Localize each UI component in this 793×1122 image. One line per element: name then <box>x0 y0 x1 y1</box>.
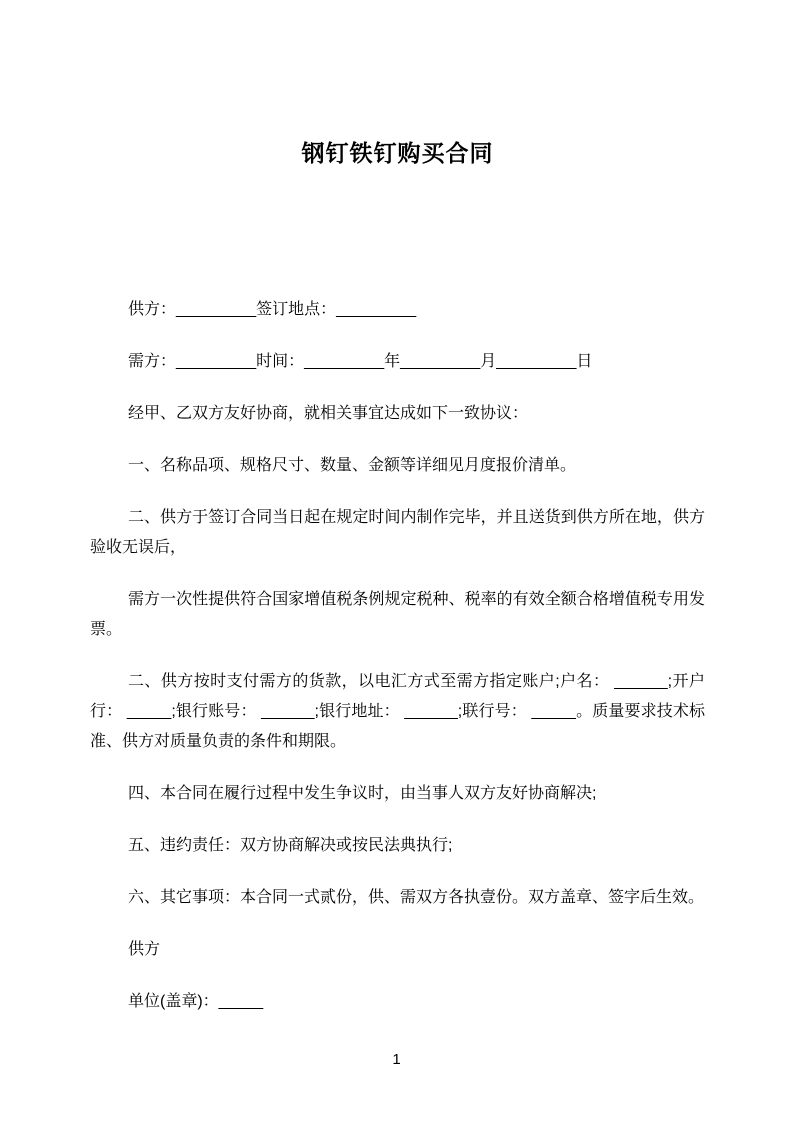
signature-party-label: 供方 <box>128 941 161 958</box>
page-number: 1 <box>392 1051 401 1068</box>
clause-other-matters: 六、其它事项：本合同一式贰份，供、需双方各执壹份。双方盖章、签字后生效。 <box>128 889 705 906</box>
clause-payment-bank-details: 二、供方按时支付需方的货款，以电汇方式至需方指定账户;户名： ______;开户行： _____;银行账号： ______;银行地址： ______;联行号： _____。质量要求技术标准、供方对质量负责的条件和期限。 <box>90 673 705 750</box>
clause-breach-liability: 五、违约责任：双方协商解决或按民法典执行; <box>128 837 453 854</box>
clause-item-list: 一、名称品项、规格尺寸、数量、金额等详细见月度报价清单。 <box>128 457 577 474</box>
clause-invoice: 需方一次性提供符合国家增值税条例规定税种、税率的有效全额合格增值税专用发票。 <box>90 591 705 638</box>
buyer-date-line: 需方：_________时间：_________年_________月_________日 <box>128 353 593 370</box>
intro-line: 经甲、乙双方友好协商，就相关事宜达成如下一致协议： <box>128 405 529 422</box>
document-title: 钢钉铁钉购买合同 <box>301 140 494 166</box>
signature-seal-line: 单位(盖章)：_____ <box>128 993 264 1010</box>
clause-delivery: 二、供方于签订合同当日起在规定时间内制作完毕，并且送货到供方所在地，供方验收无误后， <box>90 509 705 556</box>
supplier-signing-place-line: 供方：_________签订地点：_________ <box>128 301 417 318</box>
page-footer <box>0 1050 793 1070</box>
clause-dispute-resolution: 四、本合同在履行过程中发生争议时，由当事人双方友好协商解决; <box>128 785 597 802</box>
